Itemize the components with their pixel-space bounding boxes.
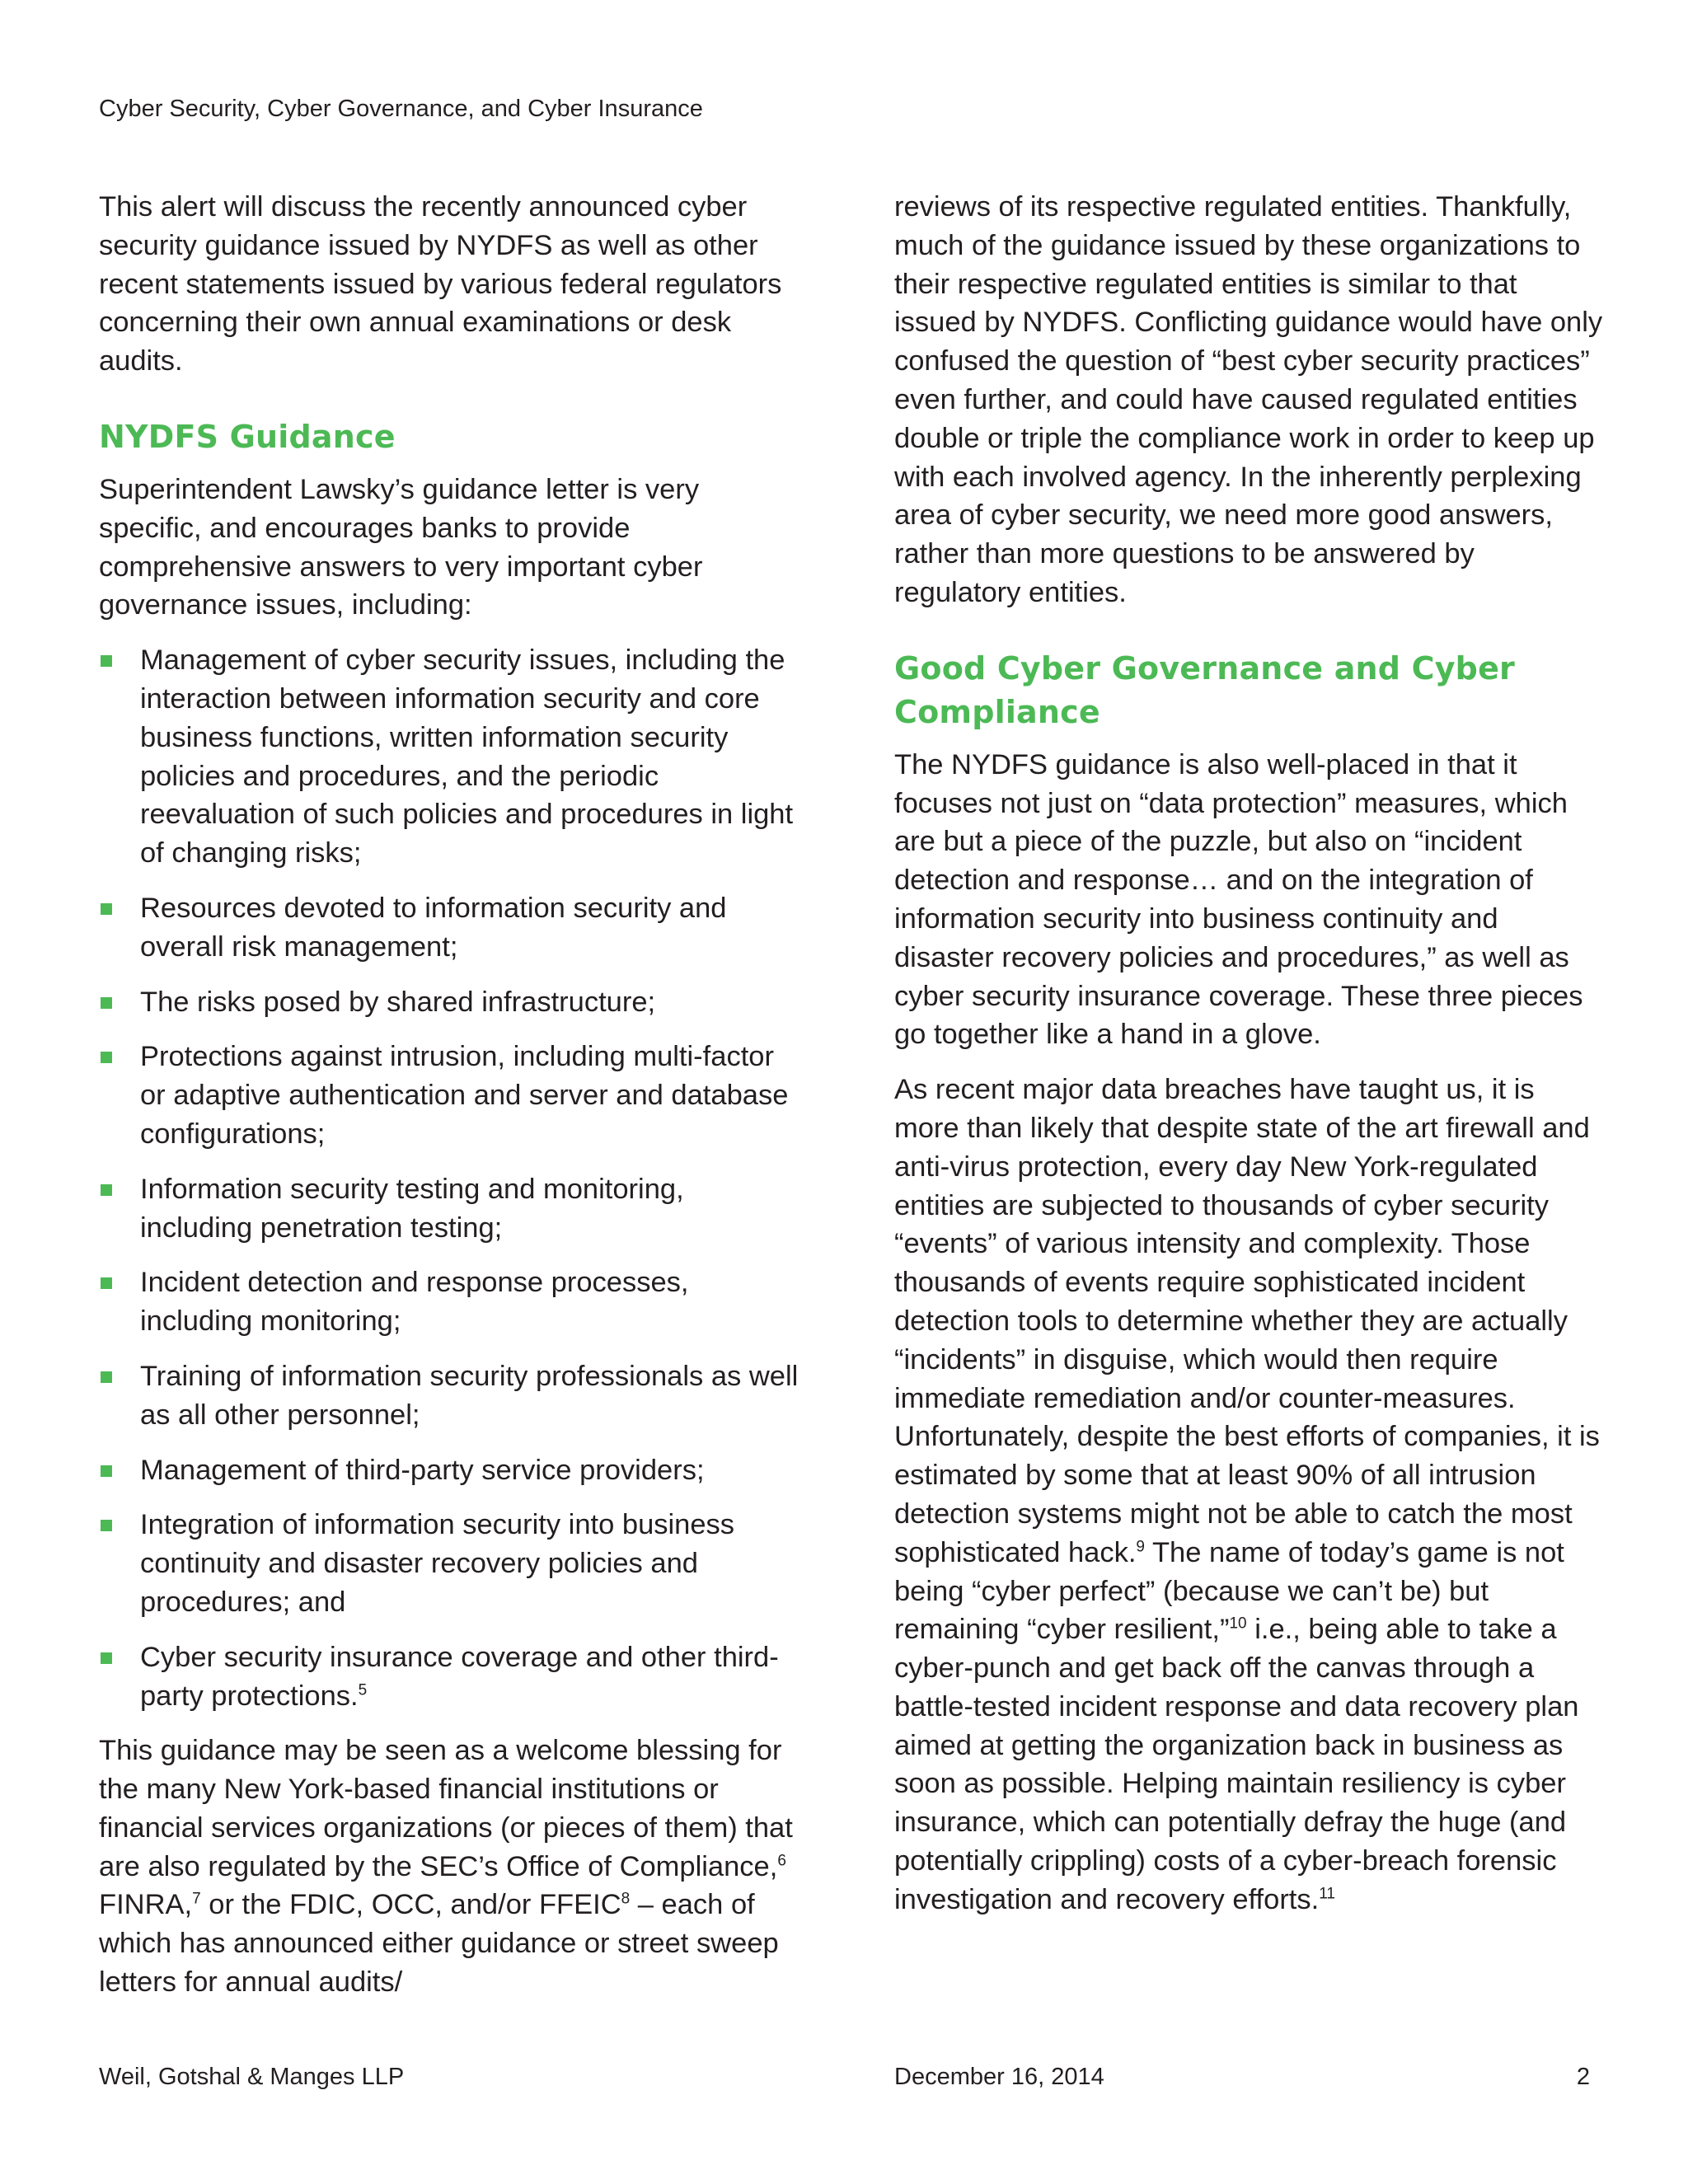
list-item xyxy=(99,1638,799,1716)
page-number: 2 xyxy=(1576,2064,1590,2090)
square-bullet-icon xyxy=(101,1371,112,1383)
continuation-paragraph: reviews of its respective regulated entities. Thankfully, much of the guidance issued by these organizations to their respective regulated entities is similar to that issued by NYDFS. Conflicting guidance would have only confused the question of “best cyber security practices” even further, and could have caused regulated entities double or triple the compliance work in order to keep up with each involved agency. In the inherently perplexing area of cyber security, we need more good answers, rather than more questions to be answered by regulatory entities. xyxy=(894,191,1603,608)
list-item xyxy=(99,1506,799,1621)
list-item-text: Management of third-party service providers; xyxy=(140,1454,705,1486)
footer-date: December 16, 2014 xyxy=(894,2064,1104,2090)
square-bullet-icon xyxy=(101,655,112,667)
paragraph-text: FINRA, xyxy=(99,1889,193,1921)
list-item-text: Training of information security professionals as well as all other personnel; xyxy=(140,1360,799,1431)
list-item xyxy=(99,641,799,873)
list-item-text: The risks posed by shared infrastructure; xyxy=(140,986,656,1018)
running-header: Cyber Security, Cyber Governance, and Cyber Insurance xyxy=(99,96,703,122)
footnote-ref: 10 xyxy=(1229,1615,1247,1633)
list-item xyxy=(99,1263,799,1341)
paragraph-text: The name of today’s game is not being “cyber perfect” (because we can’t be) but remaining “cyber resilient,” xyxy=(894,1536,1564,1646)
footnote-ref: 5 xyxy=(358,1681,368,1699)
footnote-ref: 9 xyxy=(1136,1538,1145,1556)
paragraph-text: i.e., being able to take a cyber-punch and get back off the canvas through a battle-tested incident response and data recovery plan aimed at getting the organization back in business as soon as possible. Helping maintain resiliency is cyber insurance, which can potentially defray the huge (and potentially crippling) costs of a cyber-breach forensic investigation and recovery efforts. xyxy=(894,1614,1579,1915)
list-item-text: Management of cyber security issues, including the interaction between information security and core business functions, written information security policies and procedures, and the periodic reevaluation of such policies and procedures in light of changing risks; xyxy=(140,644,794,869)
list-item-text: Integration of information security into business continuity and disaster recovery policies and procedures; and xyxy=(140,1509,735,1618)
footnote-ref: 8 xyxy=(621,1890,631,1908)
governance-paragraph: The NYDFS guidance is also well-placed in that it focuses not just on “data protection” measures, which are but a piece of the puzzle, but also on “incident detection and response… and on the integration of information security into business continuity and disaster recovery policies and procedures,” as well as cyber security insurance coverage. These three pieces go together like a hand in a glove. xyxy=(894,748,1583,1051)
list-item xyxy=(99,1170,799,1248)
square-bullet-icon xyxy=(101,997,112,1009)
footer-firm-name: Weil, Gotshal & Manges LLP xyxy=(99,2064,405,2090)
breaches-paragraph xyxy=(894,1071,1605,1919)
right-column xyxy=(894,188,1605,1936)
footnote-ref: 11 xyxy=(1319,1885,1335,1903)
blessing-paragraph xyxy=(99,1732,799,2002)
list-item xyxy=(99,889,799,967)
heading-good-cyber-governance: Good Cyber Governance and Cyber Compliance xyxy=(894,649,1515,730)
list-item-text: Information security testing and monitoring, including penetration testing; xyxy=(140,1173,684,1244)
list-item xyxy=(99,1451,799,1490)
paragraph-text: – each of which has announced either guidance or street sweep letters for annual audits/ xyxy=(99,1889,779,1999)
square-bullet-icon xyxy=(101,1652,112,1664)
list-item-text: Protections against intrusion, including multi-factor or adaptive authentication and server and database configurations; xyxy=(140,1041,789,1150)
footnote-ref: 6 xyxy=(777,1852,786,1870)
square-bullet-icon xyxy=(101,1184,112,1196)
intro-paragraph: This alert will discuss the recently announced cyber security guidance issued by NYDFS as well as other recent statements issued by various federal regulators concerning their own annual examinations or desk audits. xyxy=(99,191,782,377)
heading-nydfs-guidance: NYDFS Guidance xyxy=(99,418,396,455)
square-bullet-icon xyxy=(101,1052,112,1063)
list-item-text: Incident detection and response processes, including monitoring; xyxy=(140,1267,689,1338)
paragraph-text: This guidance may be seen as a welcome blessing for the many New York-based financial institutions or financial services organizations (or pieces of them) that are also regulated by the SEC’s Office of Compliance, xyxy=(99,1735,793,1882)
list-item-text: Resources devoted to information security and overall risk management; xyxy=(140,892,727,963)
footnote-ref: 7 xyxy=(192,1890,201,1908)
guidance-bullet-list xyxy=(99,641,799,1715)
list-item xyxy=(99,1357,799,1435)
square-bullet-icon xyxy=(101,1277,112,1289)
nydfs-paragraph: Superintendent Lawsky’s guidance letter is very specific, and encourages banks to provide comprehensive answers to very important cyber governance issues, including: xyxy=(99,473,703,621)
list-item-text: Cyber security insurance coverage and other third-party protections. xyxy=(140,1641,779,1712)
list-item xyxy=(99,983,799,1022)
square-bullet-icon xyxy=(101,903,112,915)
square-bullet-icon xyxy=(101,1520,112,1531)
square-bullet-icon xyxy=(101,1465,112,1477)
paragraph-text: or the FDIC, OCC, and/or FFEIC xyxy=(200,1889,621,1921)
paragraph-text: As recent major data breaches have taught us, it is more than likely that despite state of the art firewall and anti-virus protection, every day New York-regulated entities are subjected to thousands of cyber security “events” of various intensity and complexity. Those thousands of events require sophisticated incident detection tools to determine whether they are actually “incidents” in disguise, which would then require immediate remediation and/or counter-measures. Unfortunately, despite the best efforts of companies, it is estimated by some that at least 90% of all intrusion detection systems might not be able to catch the most sophisticated hack. xyxy=(894,1074,1600,1568)
list-item xyxy=(99,1038,799,1153)
left-column xyxy=(99,188,799,2018)
